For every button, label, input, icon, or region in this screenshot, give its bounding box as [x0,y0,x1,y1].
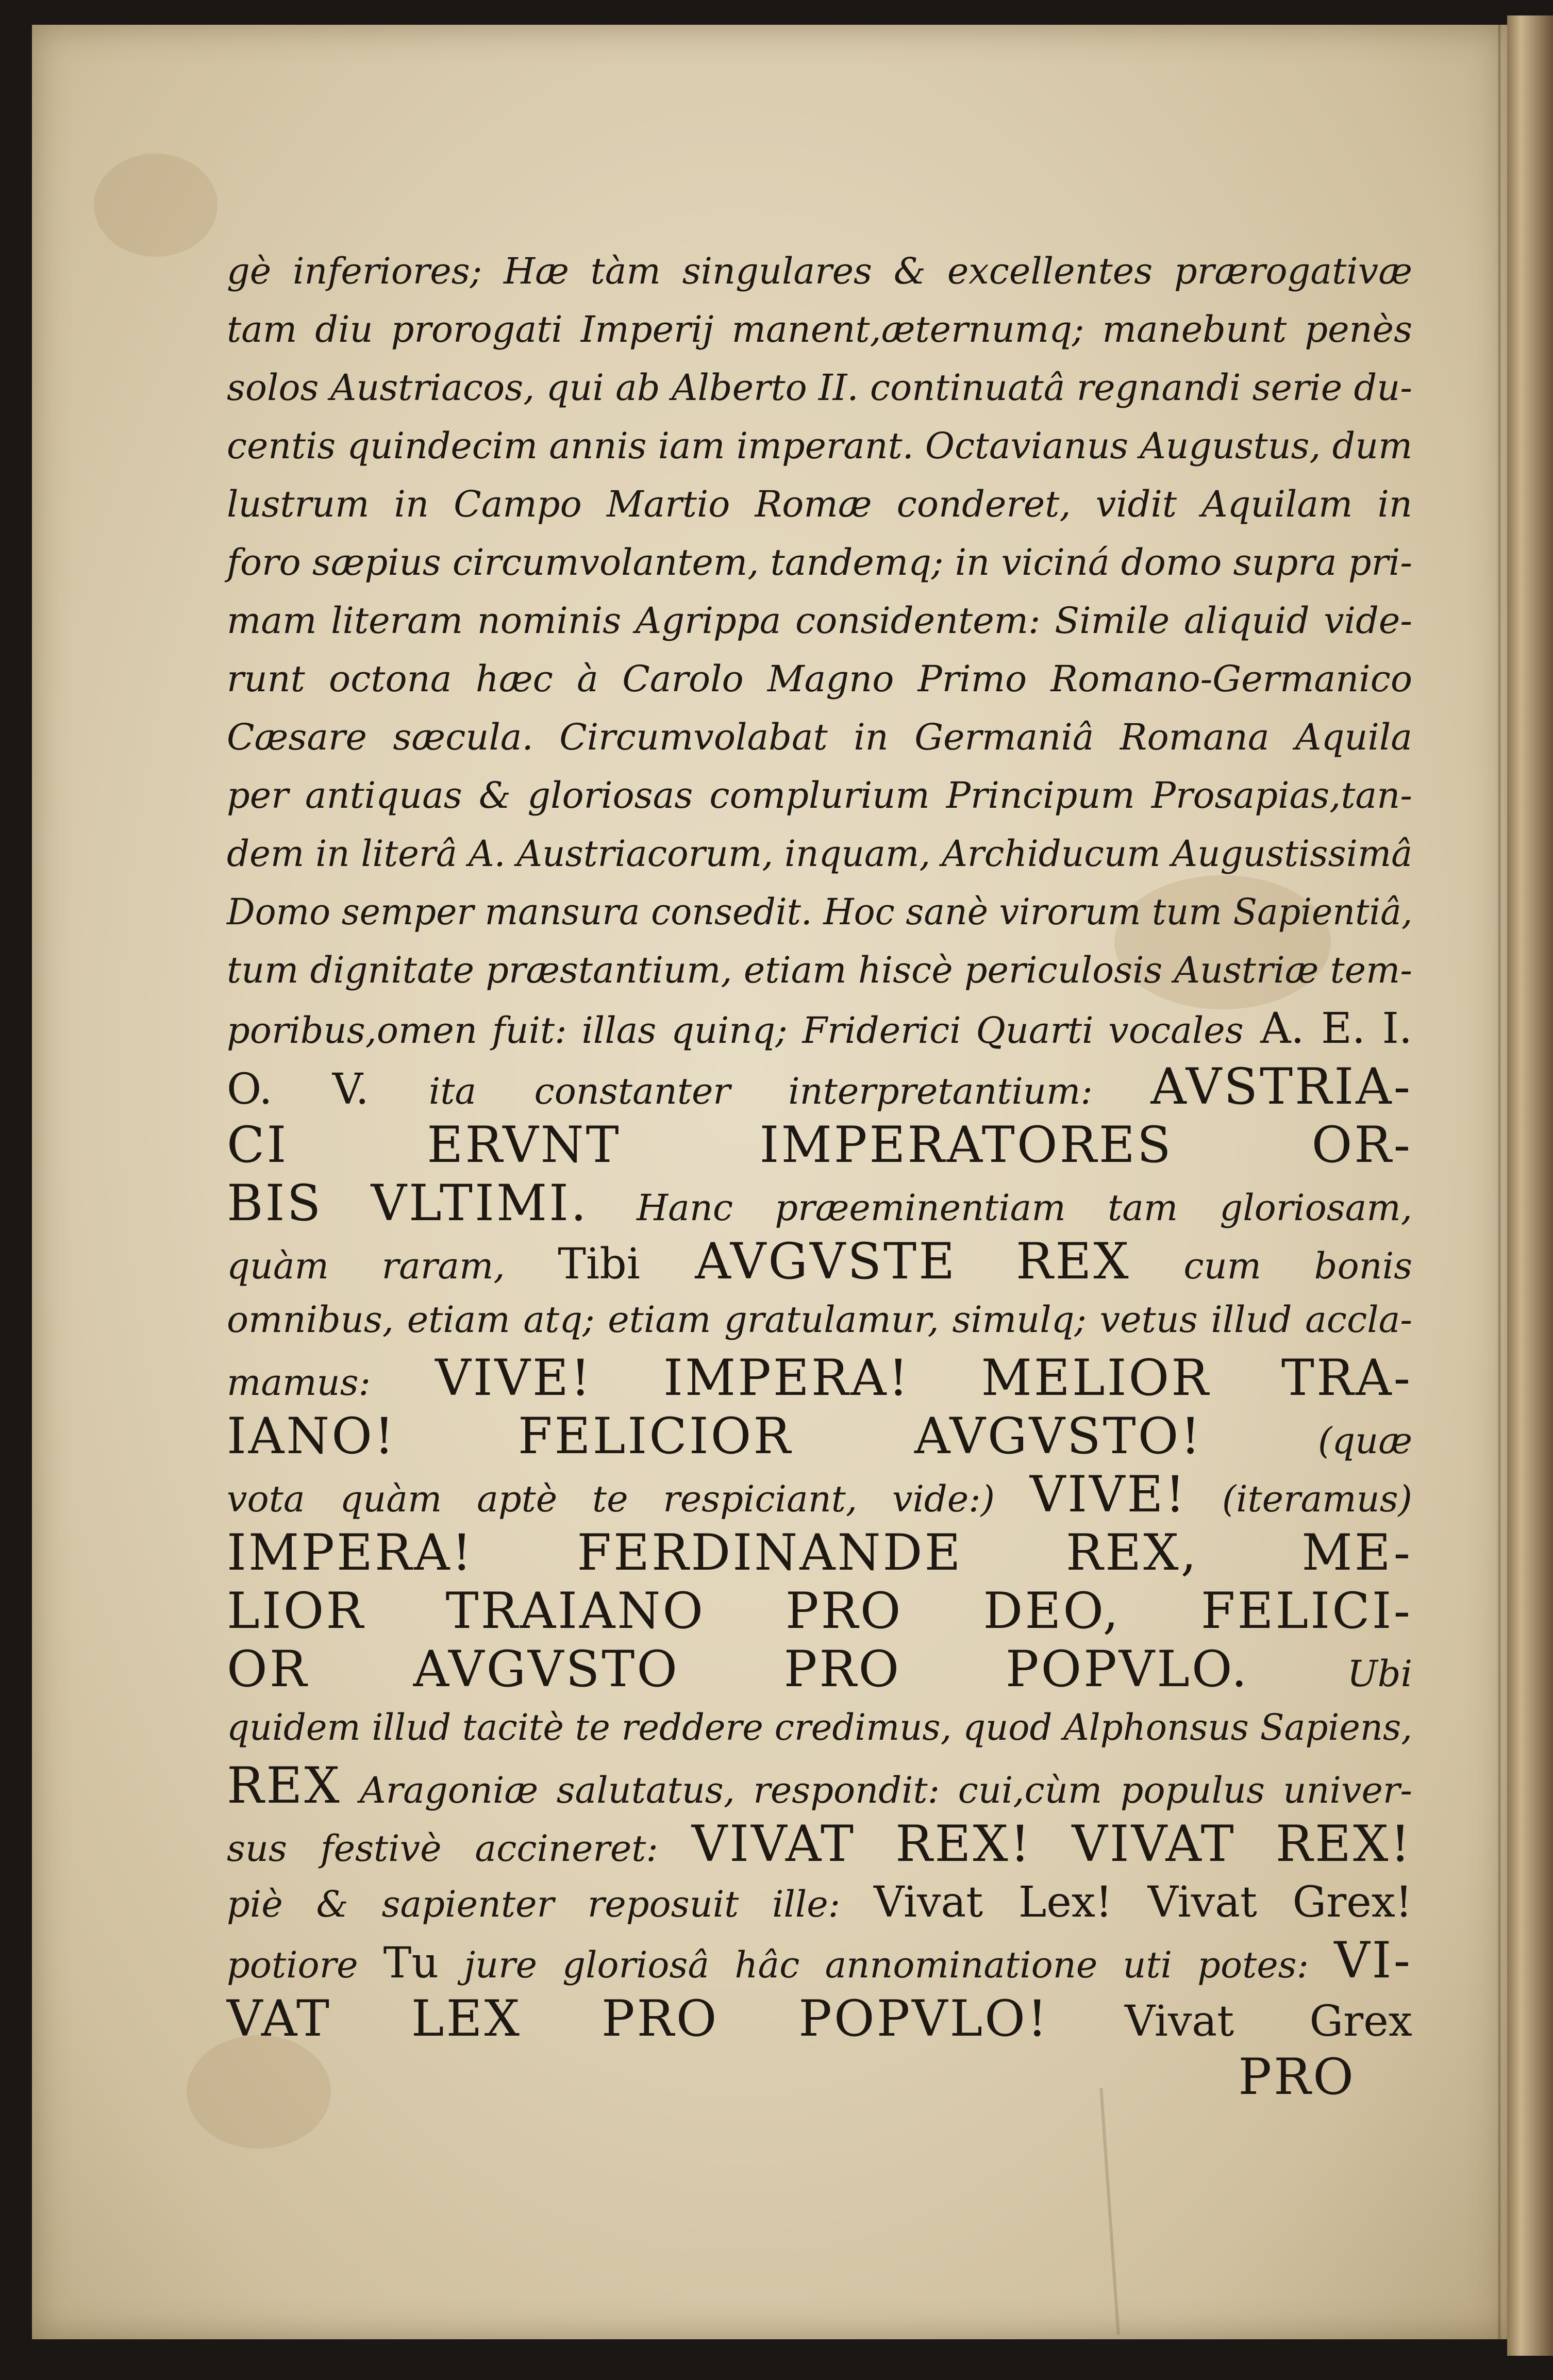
text-segment: BIS VLTIMI. [227,1174,637,1232]
text-segment: piè & sapienter reposuit ille: [227,1883,874,1925]
text-segment: cum bonis [1130,1245,1413,1287]
text-segment: mamus: [227,1361,436,1404]
text-line [227,1058,1412,1116]
text-segment: per antiquas & gloriosas complurium Principum Prosapias,tan- [227,774,1412,817]
text-segment: Cæsare sæcula. Circumvolabat in Germaniâ Romana Aquila [227,716,1412,758]
text-segment: dem in literâ A. Austriacorum, inquam, Archiducum Augustissimâ [227,833,1413,875]
text-segment: solos Austriacos, qui ab Alberto II. continuatâ regnandi serie du- [227,367,1412,409]
text-segment: OR AVGVSTO PRO POPVLO. [227,1640,1249,1698]
text-line [227,1291,1412,1349]
text-line [227,1815,1412,1873]
text-segment: tam diu prorogati Imperij manent,æternumq; manebunt penès [227,308,1412,351]
text-line [227,475,1412,534]
text-line [227,301,1412,359]
text-segment: IMPERA! FERDINANDE REX, ME- [227,1524,1412,1582]
text-segment: jure gloriosâ hâc annominatione uti potes: [439,1944,1334,1986]
text-segment: CI ERVNT IMPERATORES OR- [227,1116,1412,1174]
text-segment: Domo semper mansura consedit. Hoc sanè virorum tum Sapientiâ, [227,891,1413,933]
text-segment: AVGVSTE REX [695,1233,1131,1290]
text-segment: gè inferiores; Hæ tàm singulares & excellentes prærogativæ [227,250,1412,292]
text-line [227,1466,1412,1524]
text-segment: quàm raram, [227,1245,558,1287]
text-line [227,1000,1412,1058]
text-line [227,1640,1412,1699]
text-line [227,1582,1412,1640]
body-text [227,242,1412,2106]
catchword-text: PRO [1238,2048,1356,2106]
text-segment: A. E. I. [1243,1004,1412,1053]
text-segment: VI- [1334,1932,1412,1989]
text-segment: LIOR TRAIANO PRO DEO, FELICI- [227,1582,1412,1640]
text-segment: mam literam nominis Agrippa considentem: Simile aliquid vide- [227,600,1412,642]
text-line [227,1407,1412,1466]
text-segment: foro sæpius circumvolantem, tandemq; in viciná domo supra pri- [227,541,1412,584]
text-line [227,1349,1412,1407]
text-line [227,708,1412,767]
text-line [227,1873,1412,1932]
catchword [227,2048,1412,2106]
text-line [227,1174,1412,1233]
text-segment: poribus,omen fuit: illas quinq; Friderici Quarti vocales [227,1009,1244,1052]
text-segment: AVSTRIA- [1150,1058,1412,1116]
text-line [227,650,1412,708]
text-segment: omnibus, etiam atq; etiam gratulamur, simulq; vetus illud accla- [227,1299,1412,1341]
text-segment: Vivat Lex! Vivat Grex! [874,1878,1412,1927]
text-line [227,1990,1412,2048]
text-line [227,1757,1412,1815]
text-segment: Vivat Grex [1049,1997,1413,2046]
text-segment: VAT LEX PRO POPVLO! [227,1990,1049,2048]
text-segment: VIVAT REX! VIVAT REX! [691,1815,1412,1873]
text-segment: Tu [383,1939,439,1988]
text-segment: Aragoniæ salutatus, respondit: cui,cùm populus univer- [341,1769,1412,1811]
text-line [227,1116,1412,1174]
text-segment: tum dignitate præstantium, etiam hiscè periculosis Austriæ tem- [227,949,1412,991]
text-line [227,825,1412,883]
text-line [227,883,1412,941]
text-line [227,359,1412,417]
text-segment: potiore [227,1944,383,1986]
text-segment: Ubi [1249,1653,1413,1695]
text-segment: ita constanter interpretantium: [428,1070,1151,1112]
text-segment: Tibi [558,1240,695,1289]
text-segment: O. V. [227,1065,429,1114]
text-segment: Hanc præeminentiam tam gloriosam, [637,1187,1413,1229]
text-segment: (quæ [1202,1420,1413,1462]
paper-stain [94,154,218,257]
text-line [227,767,1412,825]
text-line [227,1524,1412,1582]
text-line [227,592,1412,650]
text-segment: runt octona hæc à Carolo Magno Primo Romano-Germanico [227,658,1412,700]
text-segment: sus festivè accineret: [227,1827,692,1870]
book-gutter [1507,15,1553,2356]
text-line [227,1932,1412,1990]
text-segment: REX [227,1757,342,1815]
spine-shadow [1497,25,1501,2339]
text-segment: (iteramus) [1187,1478,1412,1520]
text-line [227,1233,1412,1291]
text-line [227,534,1412,592]
text-segment: quidem illud tacitè te reddere credimus, quod Alphonsus Sapiens, [227,1706,1412,1749]
text-line [227,417,1412,475]
text-segment: lustrum in Campo Martio Romæ conderet, vidit Aquilam in [227,483,1412,525]
text-segment: vota quàm aptè te respiciant, vide:) [227,1478,1030,1520]
text-segment: centis quindecim annis iam imperant. Octavianus Augustus, dum [227,425,1413,467]
text-line [227,242,1412,301]
text-line [227,1699,1412,1757]
text-segment: VIVE! IMPERA! MELIOR TRA- [435,1349,1413,1407]
text-segment: VIVE! [1029,1466,1188,1523]
text-line [227,941,1412,1000]
text-segment: IANO! FELICIOR AVGVSTO! [227,1407,1203,1465]
